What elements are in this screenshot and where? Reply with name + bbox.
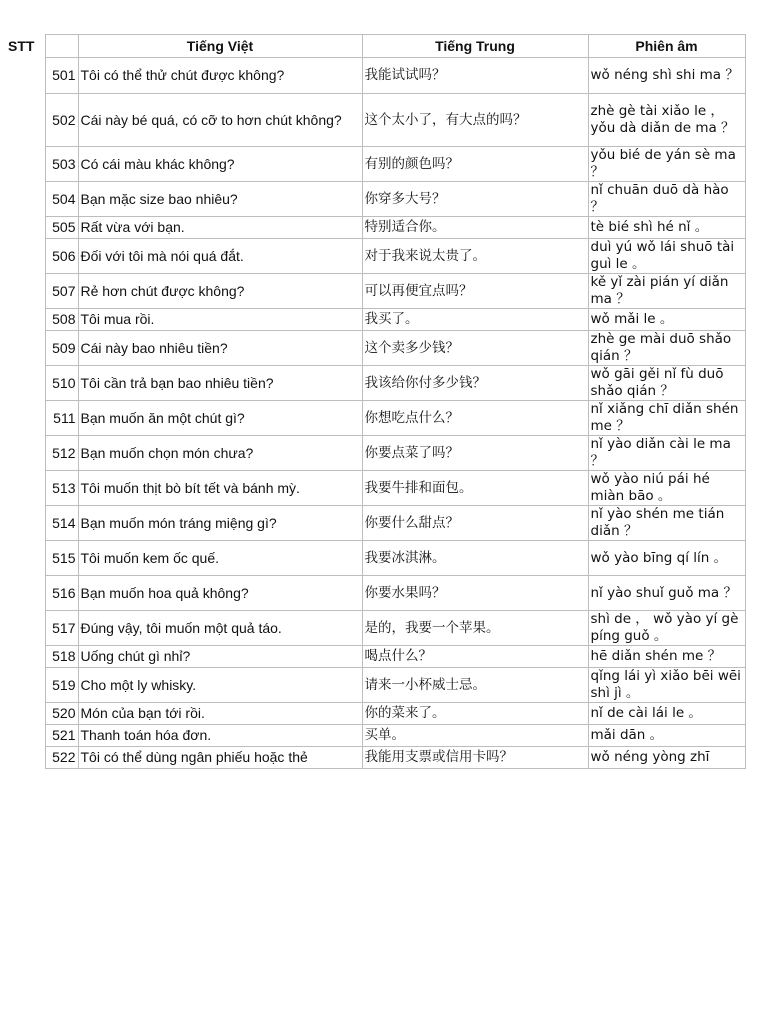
row-pinyin: nǐ yào diǎn cài le ma ？ — [588, 436, 745, 471]
row-pinyin: nǐ yào shén me tián diǎn ？ — [588, 506, 745, 541]
row-chinese: 是的，我要一个苹果。 — [362, 611, 588, 646]
row-chinese: 买单。 — [362, 725, 588, 747]
row-stt-cell — [0, 274, 45, 309]
header-pinyin: Phiên âm — [588, 35, 745, 58]
row-chinese: 请来一小杯威士忌。 — [362, 668, 588, 703]
row-stt-cell — [0, 703, 45, 725]
row-number: 515 — [45, 541, 78, 576]
row-stt-cell — [0, 668, 45, 703]
row-number: 510 — [45, 366, 78, 401]
table-row — [0, 703, 745, 725]
row-vietnamese: Tôi muốn kem ốc quế. — [78, 541, 362, 576]
row-number: 513 — [45, 471, 78, 506]
row-vietnamese: Cho một ly whisky. — [78, 668, 362, 703]
row-vietnamese: Đúng vậy, tôi muốn một quả táo. — [78, 611, 362, 646]
row-stt-cell — [0, 147, 45, 182]
row-vietnamese: Bạn muốn hoa quả không? — [78, 576, 362, 611]
row-chinese: 你穿多大号？ — [362, 182, 588, 217]
table-row — [0, 309, 745, 331]
header-row — [0, 35, 745, 58]
row-chinese: 你要水果吗？ — [362, 576, 588, 611]
row-pinyin: kě yǐ zài pián yí diǎn ma ？ — [588, 274, 745, 309]
table-row — [0, 239, 745, 274]
table-row — [0, 541, 745, 576]
row-chinese: 我能用支票或信用卡吗？ — [362, 747, 588, 769]
row-pinyin: wǒ yào niú pái hé miàn bāo 。 — [588, 471, 745, 506]
row-chinese: 我买了。 — [362, 309, 588, 331]
row-vietnamese: Món của bạn tới rồi. — [78, 703, 362, 725]
table-row — [0, 182, 745, 217]
row-pinyin: qǐng lái yì xiǎo bēi wēi shì jì 。 — [588, 668, 745, 703]
row-pinyin: wǒ néng yòng zhī — [588, 747, 745, 769]
row-vietnamese: Thanh toán hóa đơn. — [78, 725, 362, 747]
row-stt-cell — [0, 436, 45, 471]
row-chinese: 对于我来说太贵了。 — [362, 239, 588, 274]
row-number: 514 — [45, 506, 78, 541]
row-vietnamese: Tôi có thể dùng ngân phiếu hoặc thẻ — [78, 747, 362, 769]
row-vietnamese: Tôi cần trả bạn bao nhiêu tiền? — [78, 366, 362, 401]
row-stt-cell — [0, 611, 45, 646]
row-stt-cell — [0, 182, 45, 217]
row-vietnamese: Rẻ hơn chút được không? — [78, 274, 362, 309]
row-chinese: 你要什么甜点？ — [362, 506, 588, 541]
table-row — [0, 331, 745, 366]
row-vietnamese: Cái này bé quá, có cỡ to hơn chút không? — [78, 94, 362, 147]
row-chinese: 我要牛排和面包。 — [362, 471, 588, 506]
row-number: 502 — [45, 94, 78, 147]
row-chinese: 我能试试吗？ — [362, 58, 588, 94]
row-number: 505 — [45, 217, 78, 239]
table-row — [0, 366, 745, 401]
table-body — [0, 58, 745, 769]
header-vietnamese: Tiếng Việt — [78, 35, 362, 58]
table-row — [0, 646, 745, 668]
row-chinese: 你想吃点什么？ — [362, 401, 588, 436]
header-chinese: Tiếng Trung — [362, 35, 588, 58]
table-row — [0, 725, 745, 747]
row-pinyin: yǒu bié de yán sè ma ？ — [588, 147, 745, 182]
row-number: 501 — [45, 58, 78, 94]
row-vietnamese: Bạn muốn chọn món chưa? — [78, 436, 362, 471]
row-vietnamese: Tôi có thể thử chút được không? — [78, 58, 362, 94]
row-stt-cell — [0, 506, 45, 541]
row-number: 519 — [45, 668, 78, 703]
row-stt-cell — [0, 401, 45, 436]
table-row — [0, 94, 745, 147]
row-chinese: 这个太小了，有大点的吗？ — [362, 94, 588, 147]
row-pinyin: hē diǎn shén me ？ — [588, 646, 745, 668]
row-stt-cell — [0, 725, 45, 747]
row-stt-cell — [0, 331, 45, 366]
row-chinese: 我要冰淇淋。 — [362, 541, 588, 576]
row-pinyin: wǒ mǎi le 。 — [588, 309, 745, 331]
row-chinese: 你的菜来了。 — [362, 703, 588, 725]
row-pinyin: nǐ xiǎng chī diǎn shén me ？ — [588, 401, 745, 436]
row-pinyin: wǒ gāi gěi nǐ fù duō shǎo qián ？ — [588, 366, 745, 401]
row-vietnamese: Đối với tôi mà nói quá đắt. — [78, 239, 362, 274]
header-number — [45, 35, 78, 58]
row-stt-cell — [0, 646, 45, 668]
table-row — [0, 471, 745, 506]
row-vietnamese: Cái này bao nhiêu tiền? — [78, 331, 362, 366]
row-pinyin: wǒ néng shì shi ma ？ — [588, 58, 745, 94]
row-number: 511 — [45, 401, 78, 436]
row-number: 521 — [45, 725, 78, 747]
row-number: 518 — [45, 646, 78, 668]
row-pinyin: zhè gè tài xiǎo le ， yǒu dà diǎn de ma ？ — [588, 94, 745, 147]
row-chinese: 特别适合你。 — [362, 217, 588, 239]
row-number: 508 — [45, 309, 78, 331]
row-stt-cell — [0, 747, 45, 769]
row-pinyin: shì de ， wǒ yào yí gè píng guǒ 。 — [588, 611, 745, 646]
row-pinyin: tè bié shì hé nǐ 。 — [588, 217, 745, 239]
row-stt-cell — [0, 58, 45, 94]
table-row — [0, 611, 745, 646]
row-stt-cell — [0, 309, 45, 331]
row-stt-cell — [0, 471, 45, 506]
row-stt-cell — [0, 239, 45, 274]
row-chinese: 这个卖多少钱？ — [362, 331, 588, 366]
row-pinyin: zhè ge mài duō shǎo qián ？ — [588, 331, 745, 366]
table-row — [0, 747, 745, 769]
row-number: 504 — [45, 182, 78, 217]
row-pinyin: duì yú wǒ lái shuō tài guì le 。 — [588, 239, 745, 274]
row-pinyin: nǐ chuān duō dà hào ？ — [588, 182, 745, 217]
table-row — [0, 576, 745, 611]
row-number: 503 — [45, 147, 78, 182]
row-stt-cell — [0, 576, 45, 611]
row-pinyin: wǒ yào bīng qí lín 。 — [588, 541, 745, 576]
table-row — [0, 401, 745, 436]
table-row — [0, 58, 745, 94]
row-stt-cell — [0, 541, 45, 576]
row-chinese: 喝点什么？ — [362, 646, 588, 668]
row-number: 522 — [45, 747, 78, 769]
row-number: 517 — [45, 611, 78, 646]
row-pinyin: nǐ de cài lái le 。 — [588, 703, 745, 725]
table-row — [0, 436, 745, 471]
row-chinese: 我该给你付多少钱？ — [362, 366, 588, 401]
row-stt-cell — [0, 217, 45, 239]
row-stt-cell — [0, 366, 45, 401]
table-row — [0, 217, 745, 239]
phrase-table — [0, 34, 746, 769]
row-pinyin: nǐ yào shuǐ guǒ ma ？ — [588, 576, 745, 611]
row-vietnamese: Tôi mua rồi. — [78, 309, 362, 331]
row-vietnamese: Có cái màu khác không? — [78, 147, 362, 182]
row-number: 520 — [45, 703, 78, 725]
table-row — [0, 274, 745, 309]
table-row — [0, 506, 745, 541]
row-pinyin: mǎi dān 。 — [588, 725, 745, 747]
row-number: 512 — [45, 436, 78, 471]
row-number: 506 — [45, 239, 78, 274]
table-row — [0, 668, 745, 703]
row-vietnamese: Bạn mặc size bao nhiêu? — [78, 182, 362, 217]
row-chinese: 有别的颜色吗？ — [362, 147, 588, 182]
row-vietnamese: Bạn muốn món tráng miệng gì? — [78, 506, 362, 541]
row-number: 507 — [45, 274, 78, 309]
row-vietnamese: Bạn muốn ăn một chút gì? — [78, 401, 362, 436]
table-row — [0, 147, 745, 182]
row-number: 509 — [45, 331, 78, 366]
header-stt: STT — [0, 35, 45, 58]
row-vietnamese: Rất vừa với bạn. — [78, 217, 362, 239]
row-vietnamese: Tôi muốn thịt bò bít tết và bánh mỳ. — [78, 471, 362, 506]
row-chinese: 可以再便宜点吗？ — [362, 274, 588, 309]
row-stt-cell — [0, 94, 45, 147]
row-number: 516 — [45, 576, 78, 611]
row-chinese: 你要点菜了吗？ — [362, 436, 588, 471]
row-vietnamese: Uống chút gì nhỉ? — [78, 646, 362, 668]
